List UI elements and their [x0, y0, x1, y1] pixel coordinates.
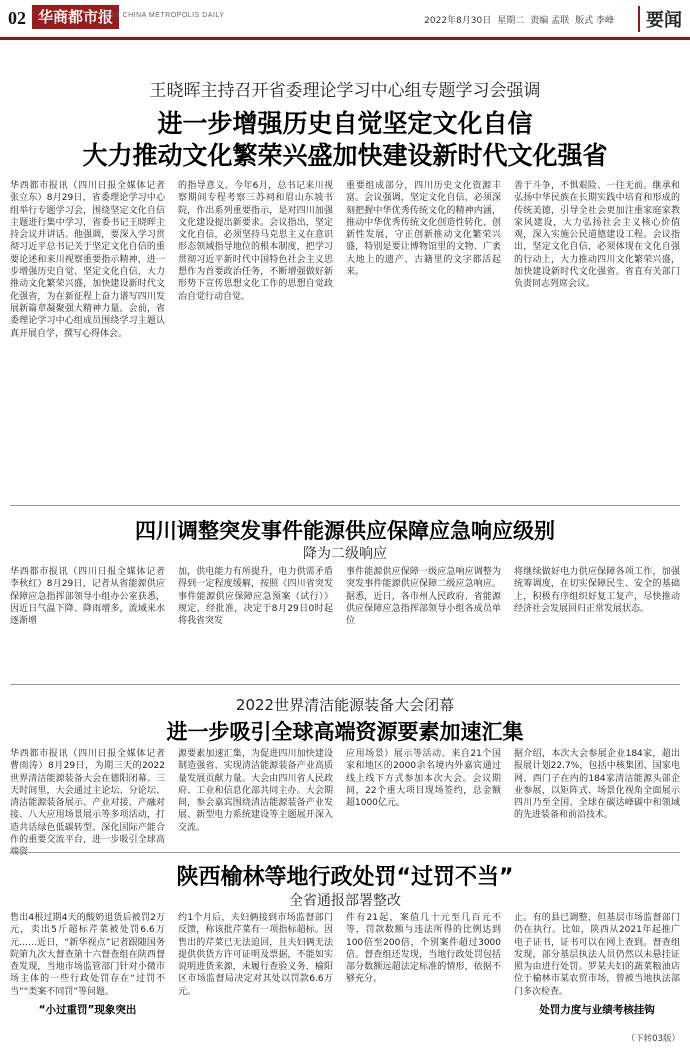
- article2-headline: 四川调整突发事件能源供应保障应急响应级别: [135, 519, 555, 543]
- page-header: [0, 0, 690, 40]
- article1-kicker: 王晓晖主持召开省委理论学习中心组专题学习会强调: [149, 81, 541, 101]
- divider: [10, 852, 680, 853]
- newspaper-logo: 华商都市报: [32, 5, 119, 29]
- article1-column: 善于斗争，不惧艰险、一往无前。继承和弘扬中华民族在长期实践中培育和形成的传统美德，引导全社会更加注重家庭家教家风建设，大力弘扬社会主义核心价值观，深入实施公民道德建设工程。会议指出，坚定文化自信，必须体现在文化自强的行动上，大力推动四川文化繁荣兴盛，加快建设新时代文化强省。省直有关部门负责同志列席会议。: [514, 181, 680, 290]
- article1-headline-line2: 大力推动文化繁荣兴盛加快建设新时代文化强省: [82, 141, 608, 170]
- article2-column: 华西都市报讯（四川日报全媒体记者 李秋红）8月29日，记者从省能源供应保障应急指挥部领导小组办公室获悉，因近日气温下降、降雨增多，流域来水逐渐增: [10, 567, 165, 627]
- continued-note: （下转03版）: [626, 1034, 680, 1044]
- designer-credit: 版式 李峰: [575, 16, 614, 26]
- article3-headline: 进一步吸引全球高端资源要素加速汇集: [166, 720, 524, 744]
- article3-column: 应用场景）展示等活动。来自21个国家和地区的2000余名境内外嘉宾通过线上线下方式参加本次大会。会议期间，22个重大项目现场签约，总金额超1000亿元。: [346, 749, 501, 809]
- article2-body: [0, 566, 690, 678]
- article3-kicker: 2022世界清洁能源装备大会闭幕: [235, 696, 455, 714]
- issue-date: 2022年8月30日: [424, 16, 492, 26]
- article1-body: [0, 180, 690, 500]
- editor-credit: 责编 孟联: [530, 16, 570, 26]
- article4-column: [514, 912, 680, 1028]
- article2-subhead: 降为二级响应: [303, 546, 387, 562]
- article1-column: 华西都市报讯（四川日报全媒体记者 张立东）8月29日，省委理论学习中心组举行专题学习会，围绕坚定文化自信主题进行集中学习，省委书记王晓晖主持会议并讲话。他强调，要深入学习贯彻习近平总书记关于坚定文化自信的重要论述和来川视察重要指示精神，进一步增强历史自觉、坚定文化自信，大力推动文化繁荣兴盛，加快建设新时代文化强省，为在新征程上奋力谱写四川发展新篇章凝聚强大精神力量。会前，省委理论学习中心组成员围绕学习主题认真开展自学，撰写心得体会。: [10, 181, 165, 339]
- divider: [10, 684, 680, 685]
- article1-column: 重要组成部分，四川历史文化资源丰富。会议强调，坚定文化自信，必须深刻把握中华优秀传统文化的精神内涵，推动中华优秀传统文化创造性转化、创新性发展，守正创新推动文化繁荣兴盛，特别是要让博物馆里的文物、广袤大地上的遗产、古籍里的文字都活起来。: [346, 181, 501, 278]
- article1-column: 的指导意义。今年6月，总书记来川视察期间专程考察三苏祠和眉山东坡书院，作出系列重要指示，是对四川加强文化建设提出新要求。会议指出，坚定文化自信，必须坚持马克思主义在意识形态领域指导地位的根本制度，把学习贯彻习近平新时代中国特色社会主义思想作为首要政治任务，不断增强做好新形势下宣传思想文化工作的思想自觉政治自觉行动自觉。: [178, 181, 333, 302]
- article4-column: 约1个月后，夫妇俩接到市场监督部门反馈，称该批芹菜有一项指标超标。因售出的芹菜已无法追回，且夫妇俩无法提供供货方许可证明及票据，不能如实说明进货来源，未履行查验义务，榆阳区市场监督局决定对其处以罚款6.6万元。: [178, 913, 333, 997]
- article2-column: 加，供电能力有所提升，电力供需矛盾得到一定程度缓解，按照《四川省突发事件能源供应保障应急预案（试行）》规定，经批准，决定于8月29日0时起将我省突发: [178, 567, 333, 627]
- article3-column: 据介绍，本次大会参展企业184家，超出报展计划22.7%，包括中核集团、国家电网、西门子在内的184家清洁能源头部企业参展，以矩阵式、场景化视角全面展示四川乃至全国、全球在碳达峰碳中和领域的先进装备和前沿技术。: [514, 749, 680, 821]
- article4-subhead: 全省通报部署整改: [289, 893, 401, 909]
- divider: [10, 505, 680, 506]
- article4-subheading: “小过重罚”现象突出: [38, 1004, 137, 1017]
- article4-column: [10, 912, 165, 1038]
- page-number: 02: [8, 8, 26, 28]
- article4-headline: 陕西榆林等地行政处罚“过罚不当”: [176, 865, 514, 890]
- article3-body: [0, 748, 690, 858]
- article3-column: 华西都市报讯（四川日报全媒体记者 曹雨涛）8月29日，为期三天的2022世界清洁能源装备大会在德阳闭幕。三天时间里，大会通过主论坛、分论坛、清洁能源装备展示、产业对接、产融对接、八大应用场景展示等多项活动，打造共话绿色低碳转型、深化国际产能合作的重要交流平台，进一步吸引全球高端资: [10, 749, 165, 858]
- article3-column: 源要素加速汇集，为促进四川加快建设制造强省、实现清洁能源装备产业高质量发展贡献力量。大会由四川省人民政府、工业和信息化部共同主办。大会期间，参会嘉宾围绕清洁能源装备产业发展、新型电力系统建设等主题展开深入交流。: [178, 749, 333, 833]
- section-label: 要闻: [638, 6, 682, 32]
- article2-column: 事件能源供应保障一级应急响应调整为突发事件能源供应保障二级应急响应。据悉，近日，各市州人民政府、省能源供应保障应急指挥部领导小组各成员单位: [346, 567, 501, 627]
- article4-column-text: 售出4根过期4天的酸奶退货后被罚2万元，卖出5斤超标芹菜被处罚6.6万元……近日，“新华视点”记者跟随国务院第九次大督查第十六督查组在陕西督查发现，当地市场监管部门针对小微市场主体的一些行政处罚存在“过罚不当”“类案不同罚”等问题。: [10, 913, 165, 997]
- article1-headline-line1: 进一步增强历史自觉坚定文化自信: [157, 109, 533, 138]
- article4-column: 件有21起，案值几十元至几百元不等，罚款数额与违法所得的比例达到100倍至200倍，个别案件超过3000倍。督查组还发现，当地行政处罚包括部分数额远超法定标准的情形，依据不够充分。: [346, 913, 501, 985]
- article2-column: 将继续做好电力供应保障各项工作，加强统筹调度，在切实保障民生、安全的基础上，积极有序组织好复工复产，尽快推动经济社会发展回归正常发展状态。: [514, 567, 680, 614]
- issue-weekday: 星期二: [497, 16, 525, 26]
- newspaper-logo-english: WEST CHINA METROPOLIS DAILY: [98, 12, 225, 19]
- issue-info: [424, 13, 614, 26]
- article4-body: [0, 912, 690, 1038]
- article4-column-text: 止。有的县已调整，但基层市场监督部门仍在执行。比如，陕西从2021年起推广电子证书，证书可以在网上查到。督查组发现，部分基层执法人员仍然以未悬挂证照为由进行处罚。罗某夫妇的蔬菜粮油店位于榆林市某农贸市场，曾被当地执法部门多次检查。: [514, 913, 680, 997]
- article4-subheading: 处罚力度与业绩考核挂钩: [539, 1004, 655, 1017]
